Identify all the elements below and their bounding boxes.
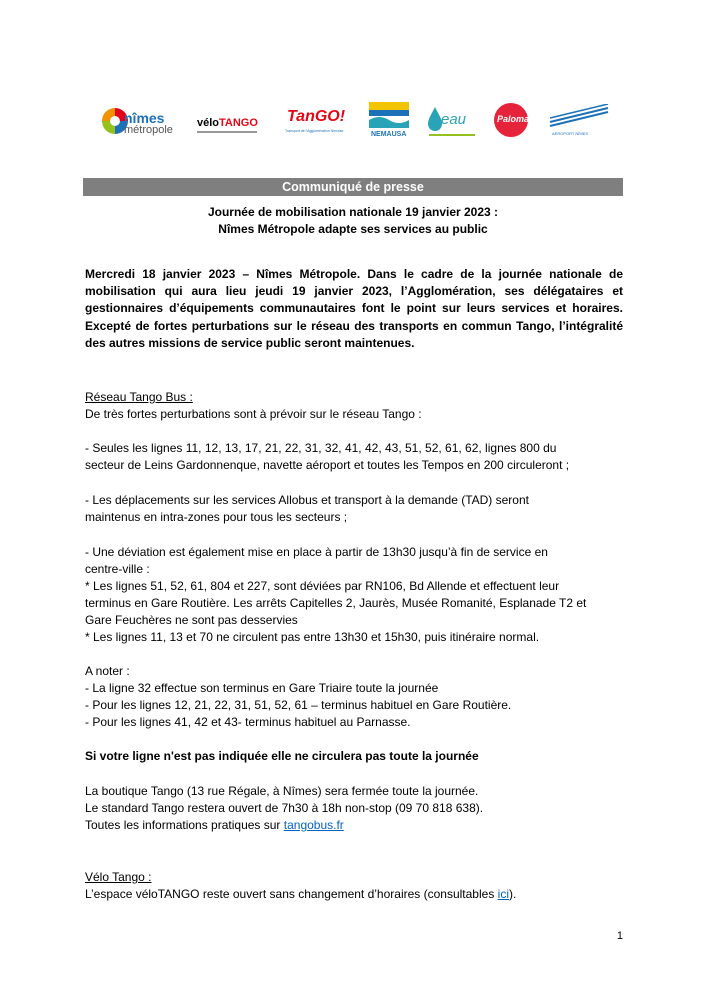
warning-line: Si votre ligne n'est pas indiquée elle ne circulera pas toute la journée <box>85 749 479 763</box>
velo-heading: Vélo Tango : <box>85 870 152 884</box>
reseau-item2-line1: - Les déplacements sur les services Allobus et transport à la demande (TAD) seront <box>85 493 529 507</box>
boutique-line3-prefix: Toutes les informations pratiques sur <box>85 818 284 832</box>
velotango-logo-tango: TANGO <box>219 117 258 129</box>
tango-logo-sub: Transport de l'Agglomération Nîmoise <box>285 129 344 133</box>
boutique-line1: La boutique Tango (13 rue Régale, à Nîmes) sera fermée toute la journée. <box>85 784 479 798</box>
reseau-item3-line3: * Les lignes 51, 52, 61, 804 et 227, sont déviées par RN106, Bd Allende et effectuent leur <box>85 579 560 593</box>
note-line1: - La ligne 32 effectue son terminus en Gare Triaire toute la journée <box>85 681 439 695</box>
velotango-logo <box>197 100 263 142</box>
reseau-item3-line6: * Les lignes 11, 13 et 70 ne circulent pas entre 13h30 et 15h30, puis itinéraire normal. <box>85 630 540 644</box>
eau-logo <box>425 100 481 142</box>
aeroport-logo <box>548 100 614 142</box>
velo-horaires-link[interactable]: ici <box>497 887 510 901</box>
page-number: 1 <box>616 930 623 942</box>
reseau-item3-line2: centre-ville : <box>85 562 150 576</box>
intro-paragraph: Mercredi 18 janvier 2023 – Nîmes Métropole. Dans le cadre de la journée nationale de mobilisation qui aura lieu jeudi 19 janvier 2023, l’Agglomération, ses délégataires et gestionnaires d’équipements communautaires font le point sur leurs services et horaires. Excepté de fortes perturbations sur le réseau des transports en commun Tango, l’intégralité des autres missions de service public seront maintenues. <box>85 267 623 350</box>
reseau-item1-line2: secteur de Leins Gardonnenque, navette aéroport et toutes les Tempos en 200 circuleront ; <box>85 458 570 472</box>
boutique-line2: Le standard Tango restera ouvert de 7h30 à 18h non-stop (09 70 818 638). <box>85 801 484 815</box>
velo-line-suffix: ). <box>509 887 517 901</box>
note-line2: - Pour les lignes 12, 21, 22, 31, 51, 52, 61 – terminus habituel en Gare Routière. <box>85 698 512 712</box>
eau-logo-tagline-bar <box>429 134 475 136</box>
subtitle-line-2: Nîmes Métropole adapte ses services au public <box>218 222 488 236</box>
eau-logo-text: eau <box>441 111 467 128</box>
velotango-logo-tagline-bar <box>197 131 257 133</box>
tangobus-link[interactable]: tangobus.fr <box>283 818 344 832</box>
press-release-banner: Communiqué de presse <box>83 178 623 196</box>
nemausa-logo-text: NEMAUSA <box>371 131 407 138</box>
nimes-logo-line2: métropole <box>124 124 173 136</box>
aeroport-swoosh-icon <box>548 104 610 128</box>
velo-line <box>85 887 516 901</box>
reseau-item2-line2: maintenus en intra-zones pour tous les secteurs ; <box>85 510 348 524</box>
reseau-item3-line4: terminus en Gare Routière. Les arrêts Capitelles 2, Jaurès, Musée Romanité, Esplanade T2 et <box>85 596 587 610</box>
reseau-item1-line1: - Seules les lignes 11, 12, 13, 17, 21, 22, 31, 32, 41, 42, 43, 51, 52, 61, 62, lignes 800 du <box>85 441 557 455</box>
paloma-logo <box>493 100 533 142</box>
nemausa-emblem-icon <box>369 102 409 128</box>
reseau-heading: Réseau Tango Bus : <box>85 390 193 404</box>
velo-line-prefix: L’espace véloTANGO reste ouvert sans changement d’horaires (consultables <box>85 887 498 901</box>
paloma-logo-text: Paloma <box>497 114 530 124</box>
velotango-logo-velo: vélo <box>197 117 220 129</box>
nemausa-logo <box>367 100 413 142</box>
boutique-line3 <box>85 818 344 832</box>
tango-logo-text: TanGO! <box>287 108 346 125</box>
subtitle-line-1: Journée de mobilisation nationale 19 janvier 2023 : <box>207 205 499 219</box>
nimes-metropole-logo <box>100 100 178 142</box>
reseau-item3-line5: Gare Feuchères ne sont pas desservies <box>85 613 298 627</box>
partner-logos <box>95 100 615 142</box>
tango-logo <box>285 100 353 142</box>
reseau-item3-line1: - Une déviation est également mise en place à partir de 13h30 jusqu’à fin de service en <box>85 545 548 559</box>
nimes-logo-line1: nîmes <box>124 110 165 126</box>
note-heading: A noter : <box>85 664 130 678</box>
note-line3: - Pour les lignes 41, 42 et 43- terminus habituel au Parnasse. <box>85 715 411 729</box>
reseau-lead: De très fortes perturbations sont à prévoir sur le réseau Tango : <box>85 407 422 421</box>
aeroport-logo-text: AÉROPORT NÎMES <box>552 131 589 136</box>
